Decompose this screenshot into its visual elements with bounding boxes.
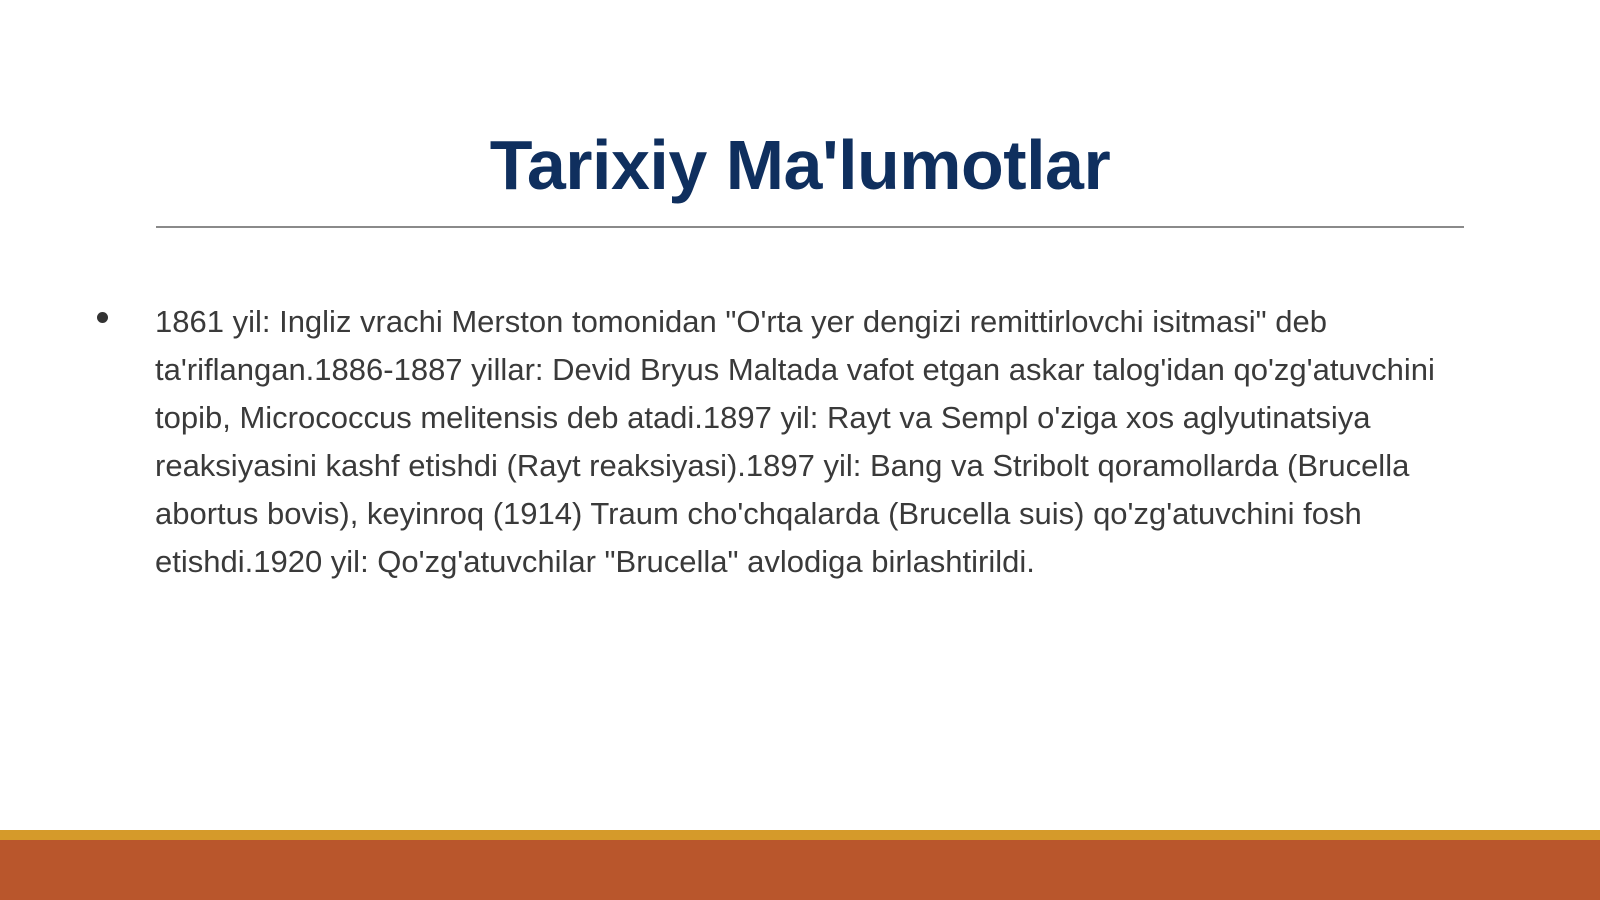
title-divider [156, 226, 1464, 228]
bullet-icon [97, 312, 108, 323]
bullet-item [90, 298, 1510, 586]
slide-title: Tarixiy Ma'lumotlar [489, 126, 1111, 204]
bullet-text: 1861 yil: Ingliz vrachi Merston tomonidan "O'rta yer dengizi remittirlovchi isitmasi" deb ta'riflangan.1886-1887 yillar: Devid Bryus Maltada vafot etgan askar talog'idan qo'zg'atuvchini topib, Micrococcus melitensis deb atadi.1897 yil: Rayt va Sempl o'ziga xos aglyutinatsiya reaksiyasini kashf etishdi (Rayt reaksiyasi).1897 yil: Bang va Stribolt qoramollarda (Brucella abortus bovis), keyinroq (1914) Traum cho'chqalarda (Brucella suis) qo'zg'atuvchini fosh etishdi.1920 yil: Qo'zg'atuvchilar "Brucella" avlodiga birlashtirildi. [155, 304, 1435, 579]
footer-accent-stripe [0, 830, 1600, 840]
slide-content [90, 298, 1510, 586]
footer-band [0, 840, 1600, 900]
